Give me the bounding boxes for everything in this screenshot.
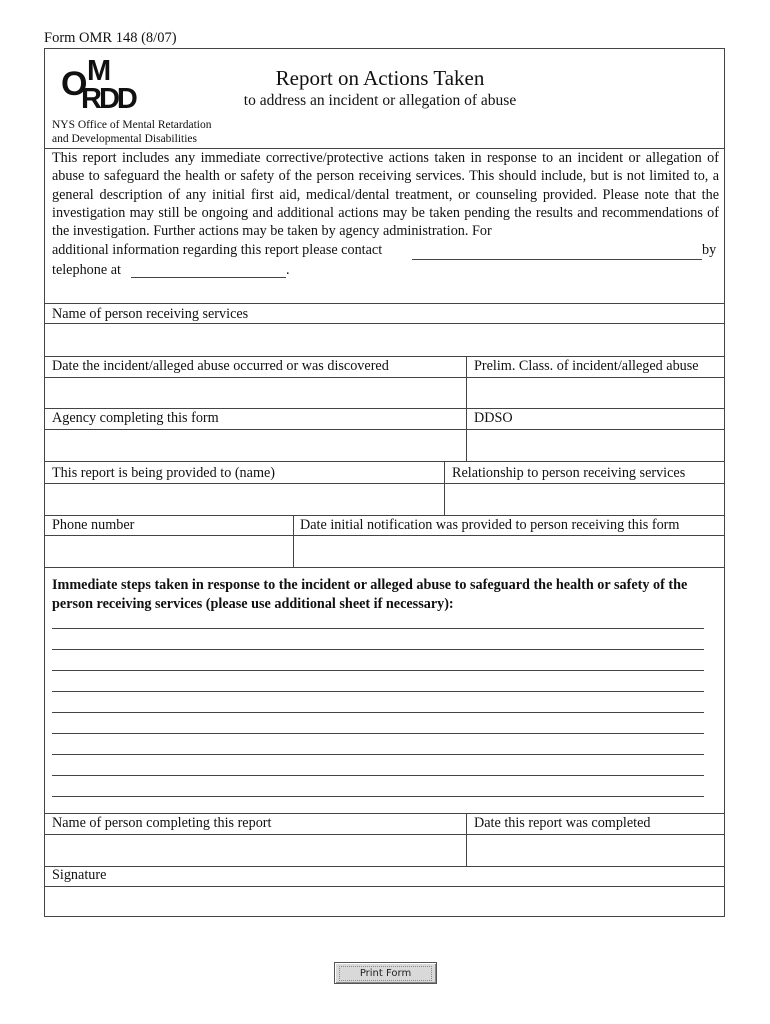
divider [44,483,725,484]
contact-prefix: additional information regarding this report please contact [52,242,383,258]
divider [44,866,725,867]
contact-line [52,242,382,259]
signature-input[interactable] [46,888,723,915]
contact-suffix: by [702,242,717,258]
writing-line [52,670,704,671]
column-divider [444,461,445,515]
provided-to-input[interactable] [46,485,442,513]
omrdd-logo [59,55,159,111]
print-form-label: Print Form [339,966,432,981]
telephone-fill-line [131,277,286,278]
immediate-steps-input[interactable] [52,615,704,797]
incident-date-label: Date the incident/alleged abuse occurred or was discovered [52,358,389,374]
completer-name-label: Name of person completing this report [52,815,272,831]
prelim-class-input[interactable] [468,379,723,406]
column-divider [293,515,294,567]
print-form-button[interactable] [334,962,437,984]
agency-input[interactable] [46,431,464,459]
writing-line [52,775,704,776]
person-name-input[interactable] [46,325,723,354]
svg-text:O: O [61,65,85,103]
divider [44,535,725,536]
completed-date-label: Date this report was completed [474,815,651,831]
completer-name-input[interactable] [46,836,464,864]
prelim-class-label: Prelim. Class. of incident/alleged abuse [474,358,699,374]
divider [44,567,725,568]
divider [44,408,725,409]
divider [44,356,725,357]
immediate-steps-heading: Immediate steps taken in response to the incident or alleged abuse to safeguard the health or safety of the person receiving services (please use additional sheet if necessary): [52,577,688,612]
incident-date-input[interactable] [46,379,464,406]
contact-name-input[interactable] [412,243,702,259]
divider [44,377,725,378]
relationship-label: Relationship to person receiving services [452,465,686,481]
writing-line [52,649,704,650]
column-divider [466,813,467,866]
notification-date-input[interactable] [295,537,723,565]
contact-telephone-input[interactable] [131,262,286,278]
relationship-input[interactable] [446,485,723,513]
signature-label: Signature [52,867,107,883]
divider [44,834,725,835]
writing-line [52,754,704,755]
divider [44,515,725,516]
divider [44,303,725,304]
writing-line [52,691,704,692]
agency-line-1: NYS Office of Mental Retardation [52,119,212,131]
column-divider [466,408,467,461]
writing-line [52,733,704,734]
divider [44,461,725,462]
person-name-label: Name of person receiving services [52,306,249,322]
telephone-prefix: telephone at [52,262,121,278]
page-title: Report on Actions Taken [275,66,485,90]
ddso-input[interactable] [468,431,723,459]
agency-name [52,118,211,146]
page-subtitle: to address an incident or allegation of abuse [243,92,517,109]
notification-date-label: Date initial notification was provided to person receiving this form [300,517,680,533]
contact-fill-line [412,259,702,260]
intro-paragraph: This report includes any immediate corrective/protective actions taken in response to an incident or allegation of abuse to safeguard the health or safety of the person receiving services. This should include, but is not limited to, a general description of any initial first aid, medical/dental treatment, or counseling provided. Please note that the investigation may still be ongoing and additional actions may be taken pending the results and recommendations of the investigation. Further actions may be taken by agency administration. For [52,150,719,240]
writing-line [52,796,704,797]
divider [44,886,725,887]
phone-label: Phone number [52,517,135,533]
form-id: Form OMR 148 (8/07) [44,30,177,46]
divider [44,323,725,324]
completed-date-input[interactable] [468,836,723,864]
svg-text:RDD: RDD [81,83,135,111]
phone-input[interactable] [46,537,291,565]
divider [44,813,725,814]
telephone-suffix: . [286,262,290,278]
writing-line [52,712,704,713]
column-divider [466,356,467,408]
agency-line-2: and Developmental Disabilities [52,133,197,145]
svg-text:M: M [87,55,109,87]
telephone-line [52,262,121,279]
divider [44,429,725,430]
writing-line [52,628,704,629]
provided-to-label: This report is being provided to (name) [52,465,276,481]
ddso-label: DDSO [474,410,513,426]
agency-label: Agency completing this form [52,410,219,426]
